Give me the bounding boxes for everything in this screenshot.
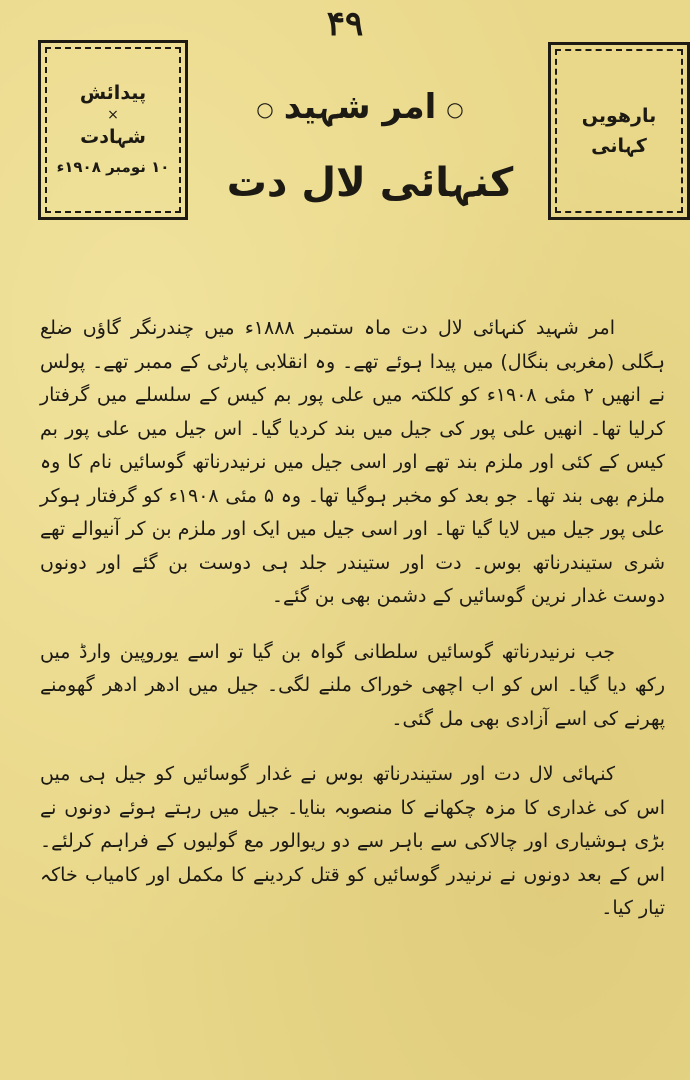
ornament-icon: ○ — [256, 96, 274, 121]
paragraph: کنہائی لال دت اور ستیندرناتھ بوس نے غدار گوسائیں کو جیل ہی میں اس کی غداری کا مزہ چکھانے کا منصوبہ بنایا۔ جیل میں رہتے ہوئے دونوں نے بڑی ہوشیاری اور چالاکی سے باہر سے دو ریوالور مع گولیوں کے فراہم کرلئے۔ اس کے بعد دونوں نے نرنیدر گوسائیں کو قتل کردینے کا مکمل اور کامیاب خاکہ تیار کیا۔ — [40, 763, 665, 919]
birth-date-placeholder: × — [107, 107, 119, 123]
martyrdom-label: شہادت — [80, 126, 146, 148]
birth-label: پیدائش — [79, 82, 147, 104]
paragraph: جب نرنیدرناتھ گوسائیں سلطانی گواہ بن گیا تو اسے یوروپین وارڈ میں رکھ دیا گیا۔ اس کو اب اچھی خوراک ملنے لگی۔ جیل میں ادھر ادھر گھومنے پھرنے کی اسے آزادی بھی مل گئی۔ — [40, 640, 665, 730]
martyrdom-date: ۱۰ نومبر ۱۹۰۸ء — [56, 158, 170, 176]
paragraph: امر شہید کنہائی لال دت ماہ ستمبر ۱۸۸۸ء میں چندرنگر گاؤں ضلع ہگلی (مغربی بنگال) میں پیدا ہوئے تھے۔ وہ انقلابی پارٹی کے ممبر تھے۔ پولس نے انھیں ۲ مئی ۱۹۰۸ء کو کلکتہ میں علی پور بم کیس کے سلسلے میں گرفتار کرلیا تھا۔ انھیں علی پور کی جیل میں بند کردیا گیا۔ اس جیل میں علی پور بم کیس کے کئی اور ملزم بند تھے اور اسی جیل میں نرنیدرناتھ گوسائیں نام کا وہ ملزم بھی بند تھا۔ جو بعد کو مخبر ہوگیا تھا۔ وہ ۵ مئی ۱۹۰۸ء کو گرفتار ہوکر علی پور جیل میں لایا گیا تھا۔ اور اسی جیل میں ایک اور ملزم بن کر آنیوالے تھے شری ستیندرناتھ بوس۔ دت اور ستیندر جلد ہی دوست بن گئے اور دونوں دوست غدار نرین گوسائیں کے دشمن بھی بن گئے۔ — [40, 317, 666, 607]
story-label: کہانی — [591, 135, 647, 157]
page-number: ۴۹ — [326, 4, 364, 44]
dates-box — [38, 40, 188, 220]
chapter-title: کنہائی لال دت — [226, 160, 514, 206]
series-title — [215, 86, 505, 127]
series-title-text: امر شہید — [283, 87, 437, 127]
story-number-box — [548, 42, 690, 220]
story-ordinal: بارھویں — [581, 105, 657, 127]
ornament-icon: ○ — [446, 96, 464, 121]
body-text — [40, 312, 665, 1052]
